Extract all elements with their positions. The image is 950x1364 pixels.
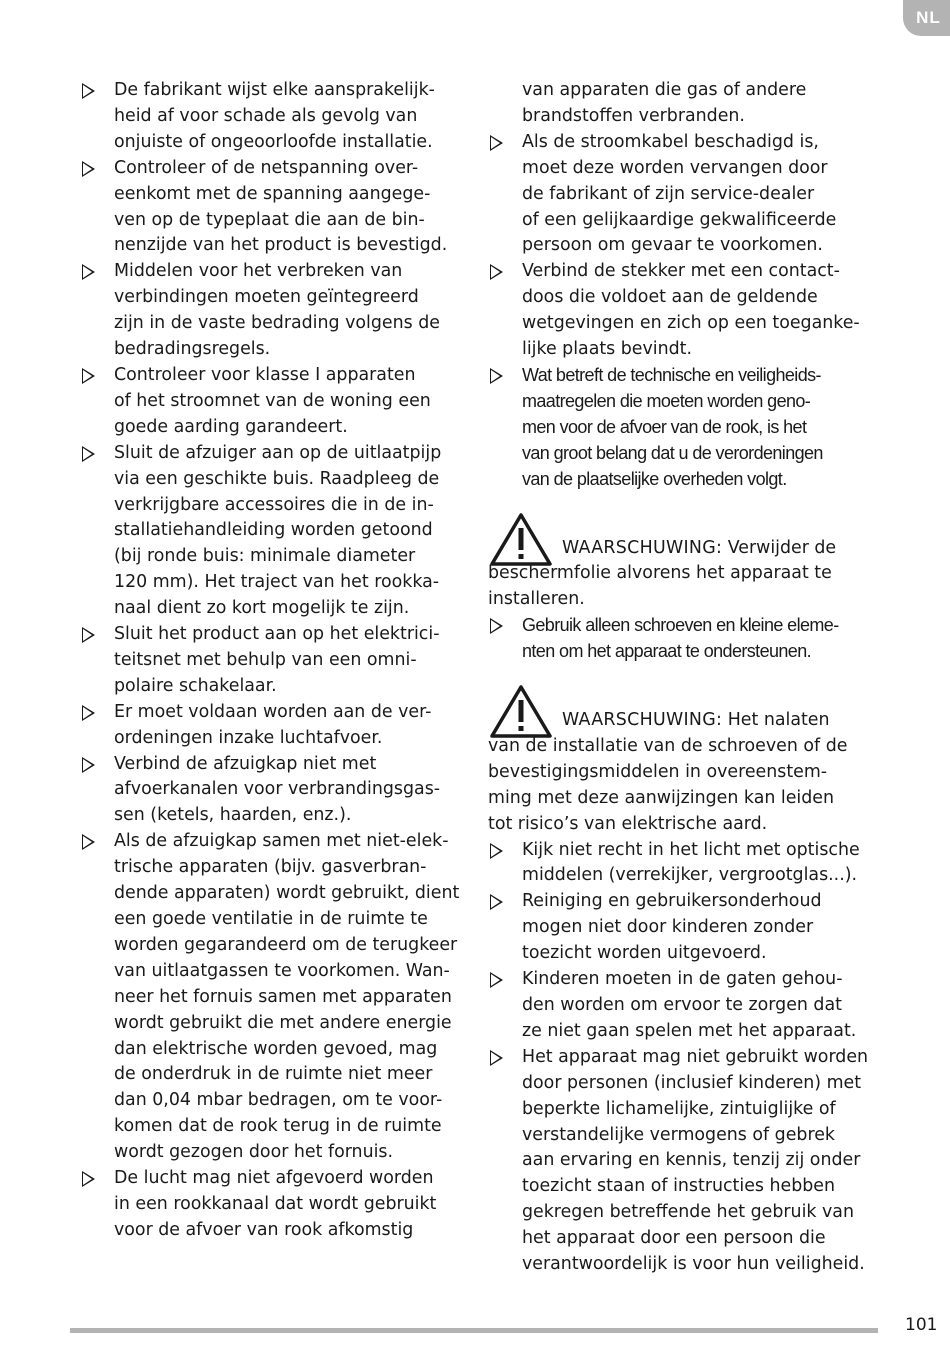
- list-item-text: Sluit het product aan op het elektrici- teitsnet met behulp van een omni- polaire schakelaar.: [114, 624, 440, 696]
- warning-body: Het nalaten van de installatie van de schroeven of de bevestigingsmiddelen in overeenstem- ming met deze aanwijzingen kan leiden tot risico’s van elektrische aard.: [488, 710, 848, 834]
- triangle-bullet-icon: [490, 618, 503, 634]
- list-item: [80, 829, 470, 1166]
- warning-label: WAARSCHUWING:: [562, 710, 723, 731]
- triangle-bullet-icon: [82, 368, 95, 384]
- list-item-text: Gebruik alleen schroeven en kleine eleme- nten om het apparaat te ondersteunen.: [522, 615, 839, 662]
- list-item: [80, 752, 470, 830]
- triangle-bullet-icon: [82, 264, 95, 280]
- list-item: [488, 363, 883, 493]
- list-item-text: Middelen voor het verbreken van verbindingen moeten geïntegreerd zijn in de vaste bedrading volgens de bedradingsregels.: [114, 261, 440, 360]
- list-item: [488, 838, 883, 890]
- language-badge: NL: [903, 0, 950, 36]
- triangle-bullet-icon: [490, 1050, 503, 1066]
- triangle-bullet-icon: [490, 135, 503, 151]
- warning-triangle-icon: [488, 511, 554, 567]
- triangle-bullet-icon: [490, 264, 503, 280]
- triangle-bullet-icon: [82, 83, 95, 99]
- list-item: [488, 613, 883, 665]
- list-item-text: Er moet voldaan worden aan de ver- ordeningen inzake luchtafvoer.: [114, 701, 432, 748]
- triangle-bullet-icon: [82, 446, 95, 462]
- list-item: [488, 1045, 883, 1278]
- triangle-bullet-icon: [490, 843, 503, 859]
- warning-body: Verwijder de beschermfolie alvorens het apparaat te installeren.: [488, 537, 837, 610]
- list-item-text: Kinderen moeten in de gaten gehou- den worden om ervoor te zorgen dat ze niet gaan spelen met het apparaat.: [522, 969, 857, 1041]
- list-item: [488, 259, 883, 363]
- warning-block: [488, 683, 883, 838]
- triangle-bullet-icon: [490, 368, 503, 384]
- warning-triangle-icon: [488, 683, 554, 739]
- warning-label: WAARSCHUWING:: [562, 537, 723, 558]
- right-column: [488, 78, 883, 1278]
- list-item: [80, 259, 470, 363]
- triangle-bullet-icon: [82, 161, 95, 177]
- list-item-text: Controleer of de netspanning over- eenkomt met de spanning aangege- ven op de typeplaat die aan de bin- nenzijde van het product is bevestigd.: [114, 157, 448, 256]
- warning-block: [488, 511, 883, 614]
- list-item-text: Verbind de afzuigkap niet met afvoerkanalen voor verbrandingsgas- sen (ketels, haarden, enz.).: [114, 753, 441, 826]
- list-item-text: De fabrikant wijst elke aansprakelijk- heid af voor schade als gevolg van onjuiste of ongeoorloofde installatie.: [114, 80, 435, 152]
- list-item-text: Verbind de stekker met een contact- doos die voldoet aan de geldende wetgevingen en zich op een toeganke- lijke plaats bevindt.: [522, 261, 860, 360]
- page-number: 101: [905, 1315, 938, 1335]
- left-column: [80, 78, 470, 1244]
- list-item-text: Als de stroomkabel beschadigd is, moet deze worden vervangen door de fabrikant of zijn service-dealer of een gelijkaardige gekwalificeerde persoon om gevaar te voorkomen.: [522, 131, 837, 256]
- triangle-bullet-icon: [490, 972, 503, 988]
- list-item: [80, 1166, 470, 1244]
- list-item: [80, 363, 470, 441]
- list-item: [80, 700, 470, 752]
- triangle-bullet-icon: [82, 705, 95, 721]
- list-item: [80, 622, 470, 700]
- list-item-text: Als de afzuigkap samen met niet-elek- trische apparaten (bijv. gasverbran- dende apparaten) wordt gebruikt, dient een goede ventilatie in de ruimte te worden gegarandeerd om de terugkeer van uitlaatgassen te voorkomen. Wan- neer het fornuis samen met apparaten wordt gebruikt die met andere energie dan elektrische worden gevoed, mag de onderdruk in de ruimte niet meer dan 0,04 mbar bedragen, om te voor- komen dat de rook terug in de ruimte wordt gezogen door het fornuis.: [114, 831, 460, 1163]
- list-item-text: Het apparaat mag niet gebruikt worden door personen (inclusief kinderen) met beperkte lichamelijke, zintuiglijke of verstandelijke vermogens of gebrek aan ervaring en kennis, tenzij zij onder toezicht staan of instructies hebben gekregen betreffende het gebruik van het apparaat door een persoon die verantwoordelijk is voor hun veiligheid.: [522, 1046, 869, 1275]
- footer-rule: [70, 1328, 878, 1333]
- triangle-bullet-icon: [82, 1171, 95, 1187]
- list-item: [488, 130, 883, 260]
- list-item: [80, 78, 470, 156]
- list-item-text: Reiniging en gebruikersonderhoud mogen niet door kinderen zonder toezicht worden uitgevoerd.: [522, 891, 822, 964]
- triangle-bullet-icon: [82, 627, 95, 643]
- triangle-bullet-icon: [82, 834, 95, 850]
- list-item-text: De lucht mag niet afgevoerd worden in een rookkanaal dat wordt gebruikt voor de afvoer van rook afkomstig: [114, 1168, 437, 1240]
- list-item-text: Sluit de afzuiger aan op de uitlaatpijp via een geschikte buis. Raadpleeg de verkrijgbare accessoires die in de in- stallatiehandleiding worden getoond (bij ronde buis: minimale diameter 120 mm). Het traject van het rookka- naal dient zo kort mogelijk te zijn.: [114, 442, 442, 619]
- list-item-text: Controleer voor klasse I apparaten of het stroomnet van de woning een goede aarding garandeert.: [114, 364, 431, 437]
- list-item-text: Wat betreft de technische en veiligheids- maatregelen die moeten worden geno- men voor de afvoer van de rook, is het van groot belang dat u de verordeningen van de plaatselijke overheden volgt.: [522, 364, 823, 489]
- list-item: [80, 441, 470, 622]
- list-item: [80, 156, 470, 260]
- continued-text: van apparaten die gas of andere brandstoffen verbranden.: [522, 80, 807, 126]
- list-item-text: Kijk niet recht in het licht met optische middelen (verrekijker, vergrootglas...).: [522, 839, 860, 886]
- list-item: [488, 889, 883, 967]
- triangle-bullet-icon: [82, 757, 95, 773]
- list-item: [488, 967, 883, 1045]
- triangle-bullet-icon: [490, 894, 503, 910]
